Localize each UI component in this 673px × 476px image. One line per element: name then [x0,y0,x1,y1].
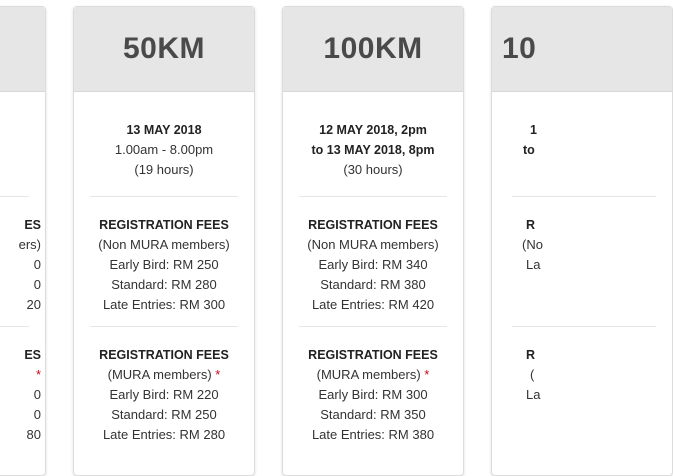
standard-fee: 0 [33,277,41,292]
early-bird-fee: Early Bird: RM 220 [109,387,219,402]
card-header [0,7,45,92]
standard-fee: Standard: RM 380 [320,277,426,292]
late-entry-fee: Late Entries: RM 280 [102,427,226,442]
early-bird-fee: 0 [33,257,41,272]
fees-group-row [526,365,672,385]
event-date: 13 MAY 2018 [126,123,202,137]
event-end-date: to [523,143,535,157]
fees-non-mura [492,197,672,326]
asterisk-icon: * [424,367,430,382]
early-bird-fee: Early Bird: RM 300 [318,387,428,402]
card-header [492,7,672,92]
late-entry-fee: 20 [26,297,41,312]
fees-group: (MURA members) [316,367,421,382]
pricing-card-100km [282,6,464,476]
late-entry-fee: La [526,387,541,402]
fees-non-mura [283,197,463,326]
event-date: 12 MAY 2018, 2pm [319,123,427,137]
early-bird-fee: 0 [33,387,41,402]
pricing-card-partial-left [0,6,46,476]
card-header [74,7,254,92]
fees-non-mura [0,197,45,326]
fees-group: ( [530,367,535,382]
late-entry-fee: Late Entries: RM 420 [311,297,435,312]
fees-title: REGISTRATION FEES [99,218,229,232]
fees-group-row [283,365,463,385]
fees-title: R [526,218,536,232]
standard-fee: Standard: RM 280 [111,277,217,292]
late-entry-fee: La [526,257,541,272]
standard-fee: 0 [33,407,41,422]
fees-mura [0,327,45,459]
standard-fee: Standard: RM 350 [320,407,426,422]
event-duration: (19 hours) [134,162,194,177]
fees-group-row [74,365,254,385]
late-entry-fee: Late Entries: RM 300 [102,297,226,312]
asterisk-icon: * [35,367,41,382]
event-duration: (30 hours) [343,162,403,177]
fees-title: REGISTRATION FEES [308,348,438,362]
fees-mura [283,327,463,459]
early-bird-fee: Early Bird: RM 340 [318,257,428,272]
event-date: 1 [530,123,537,137]
fees-non-mura [74,197,254,326]
early-bird-fee: Early Bird: RM 250 [109,257,219,272]
fees-title: REGISTRATION FEES [99,348,229,362]
late-entry-fee: 80 [26,427,41,442]
fees-group: (MURA members) [107,367,212,382]
event-time: 1.00am - 8.00pm [114,142,214,157]
fees-title: ES [24,218,41,232]
fees-group: (Non MURA members) [98,237,230,252]
asterisk-icon: * [215,367,221,382]
event-date-block [492,92,672,196]
pricing-card-partial-right [491,6,673,476]
fees-title: ES [24,348,41,362]
card-title: 100KM [323,32,423,65]
fees-title: REGISTRATION FEES [308,218,438,232]
late-entry-fee: Late Entries: RM 380 [311,427,435,442]
fees-group: ers) [18,237,41,252]
fees-group-row [0,365,41,385]
card-header [283,7,463,92]
card-title: 50KM [122,32,206,65]
event-date-block [74,92,254,196]
card-title: 10 [502,32,537,65]
event-end-date: to 13 MAY 2018, 8pm [311,143,435,157]
fees-group: (No [522,237,543,252]
fees-mura [492,327,672,459]
fees-group: (Non MURA members) [307,237,439,252]
fees-mura [74,327,254,459]
standard-fee: Standard: RM 250 [111,407,217,422]
fees-title: R [526,348,536,362]
event-date-block [0,92,45,196]
pricing-card-50km [73,6,255,476]
event-date-block [283,92,463,196]
